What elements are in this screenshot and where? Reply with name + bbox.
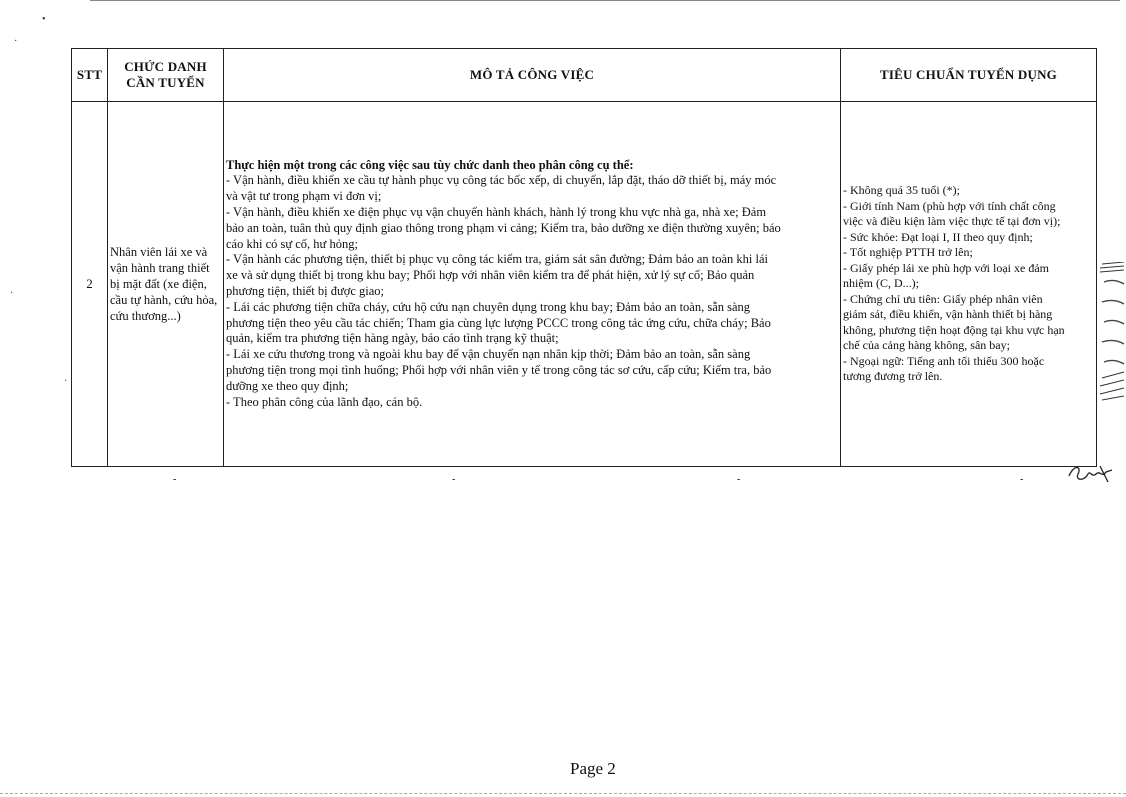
requirement-line: - Tốt nghiệp PTTH trở lên; (843, 245, 973, 260)
scan-mark: - (173, 474, 177, 485)
description-line: - Vận hành, điều khiển xe cầu tự hành phục vụ công tác bốc xếp, di chuyển, lắp đặt, tháo dỡ thiết bị, máy móc (226, 173, 777, 188)
scan-mark: - (452, 474, 456, 485)
page-number: Page 2 (570, 759, 616, 778)
description-line: quản, kiểm tra phương tiện hàng ngày, báo cáo tình trạng kỹ thuật; (226, 331, 559, 346)
description-line: dưỡng xe theo quy định; (226, 378, 349, 393)
description-line: cáo khi có sự cố, hư hỏng; (226, 236, 358, 251)
description-line: - Lái xe cứu thương trong và ngoài khu bay để vận chuyển nạn nhân kịp thời; Đảm bảo an toàn, sẵn sàng (226, 347, 751, 362)
description-intro: Thực hiện một trong các công việc sau tùy chức danh theo phân công cụ thể: (226, 157, 634, 172)
requirement-line: không, phương tiện hoạt động tại khu vực hạn (843, 322, 1065, 337)
description-line: xe và sử dụng thiết bị trong khu bay; Phối hợp với nhân viên kiểm tra để phát hiện, xử lý sự cố; Bảo quản (226, 268, 755, 283)
header-position (108, 49, 224, 102)
table-row (72, 102, 1097, 467)
row-job-description (224, 102, 841, 467)
description-line: - Theo phân công của lãnh đạo, cán bộ. (226, 394, 423, 409)
stamp-edge-icon (1098, 262, 1126, 402)
bottom-rule (0, 793, 1126, 794)
recruitment-table (71, 48, 1097, 467)
scan-mark: · (64, 376, 68, 387)
header-description: MÔ TẢ CÔNG VIỆC (224, 49, 841, 102)
requirement-line: - Giới tính Nam (phù hợp với tính chất công (843, 198, 1056, 213)
description-line: và vật tư trong phạm vi đơn vị; (226, 189, 382, 204)
requirement-line: việc và điều kiện làm việc thực tế tại đơn vị); (843, 214, 1061, 229)
description-line: - Vận hành các phương tiện, thiết bị phục vụ công tác kiểm tra, giám sát sân đường; Đảm bảo an toàn khi lái (226, 252, 769, 267)
description-line: - Vận hành, điều khiển xe điện phục vụ vận chuyển hành khách, hành lý trong khu vực nhà ga, nhà xe; Đảm (226, 205, 767, 220)
requirement-line: chế của cảng hàng không, sân bay; (843, 338, 1010, 353)
requirement-line: - Giấy phép lái xe phù hợp với loại xe đảm (843, 260, 1049, 275)
signature-icon (1066, 462, 1116, 486)
description-line: bảo an toàn, tuân thủ quy định giao thông trong phạm vi cảng; Kiểm tra, bảo dưỡng xe điện thường xuyên; báo (226, 220, 781, 235)
row-stt: 2 (72, 102, 108, 467)
row-position-title: Nhân viên lái xe và vận hành trang thiết bị mặt đất (xe điện, cầu tự hành, cứu hỏa, cứu thương...) (108, 102, 224, 467)
requirement-line: - Không quá 35 tuổi (*); (843, 183, 960, 198)
header-stt: STT (72, 49, 108, 102)
scan-mark: - (1020, 474, 1024, 485)
header-requirements: TIÊU CHUẨN TUYỂN DỤNG (841, 49, 1097, 102)
table-header-row (72, 49, 1097, 102)
scan-mark: · (14, 36, 18, 47)
header-position-line2: CẦN TUYỂN (126, 75, 205, 90)
requirement-line: giám sát, điều khiển, vận hành thiết bị hàng (843, 307, 1053, 322)
requirement-line: - Sức khỏe: Đạt loại I, II theo quy định; (843, 229, 1033, 244)
top-rule (90, 0, 1120, 1)
description-line: phương tiện theo yêu cầu tác chiến; Tham gia cùng lực lượng PCCC trong công tác ứng cứu, chữa cháy; Bảo (226, 315, 771, 330)
scan-mark: - (737, 474, 741, 485)
requirement-line: - Chứng chỉ ưu tiên: Giấy phép nhân viên (843, 291, 1043, 306)
requirement-line: - Ngoại ngữ: Tiếng anh tối thiểu 300 hoặc (843, 353, 1045, 368)
row-requirements (841, 102, 1097, 467)
description-line: - Lái các phương tiện chữa cháy, cứu hộ cứu nạn chuyên dụng trong khu bay; Đảm bảo an toàn, sẵn sàng (226, 299, 751, 314)
requirement-line: nhiệm (C, D...); (843, 276, 919, 291)
description-line: phương tiện trong mọi tình huống; Phối hợp với nhân viên y tế trong công tác sơ cứu, cấp cứu; Kiểm tra, bảo (226, 362, 772, 377)
scan-mark: • (42, 14, 46, 25)
description-line: phương tiện, thiết bị được giao; (226, 284, 384, 298)
scan-mark: · (10, 288, 14, 299)
requirement-line: tương đương trở lên. (843, 369, 943, 384)
header-position-line1: CHỨC DANH (124, 59, 207, 74)
